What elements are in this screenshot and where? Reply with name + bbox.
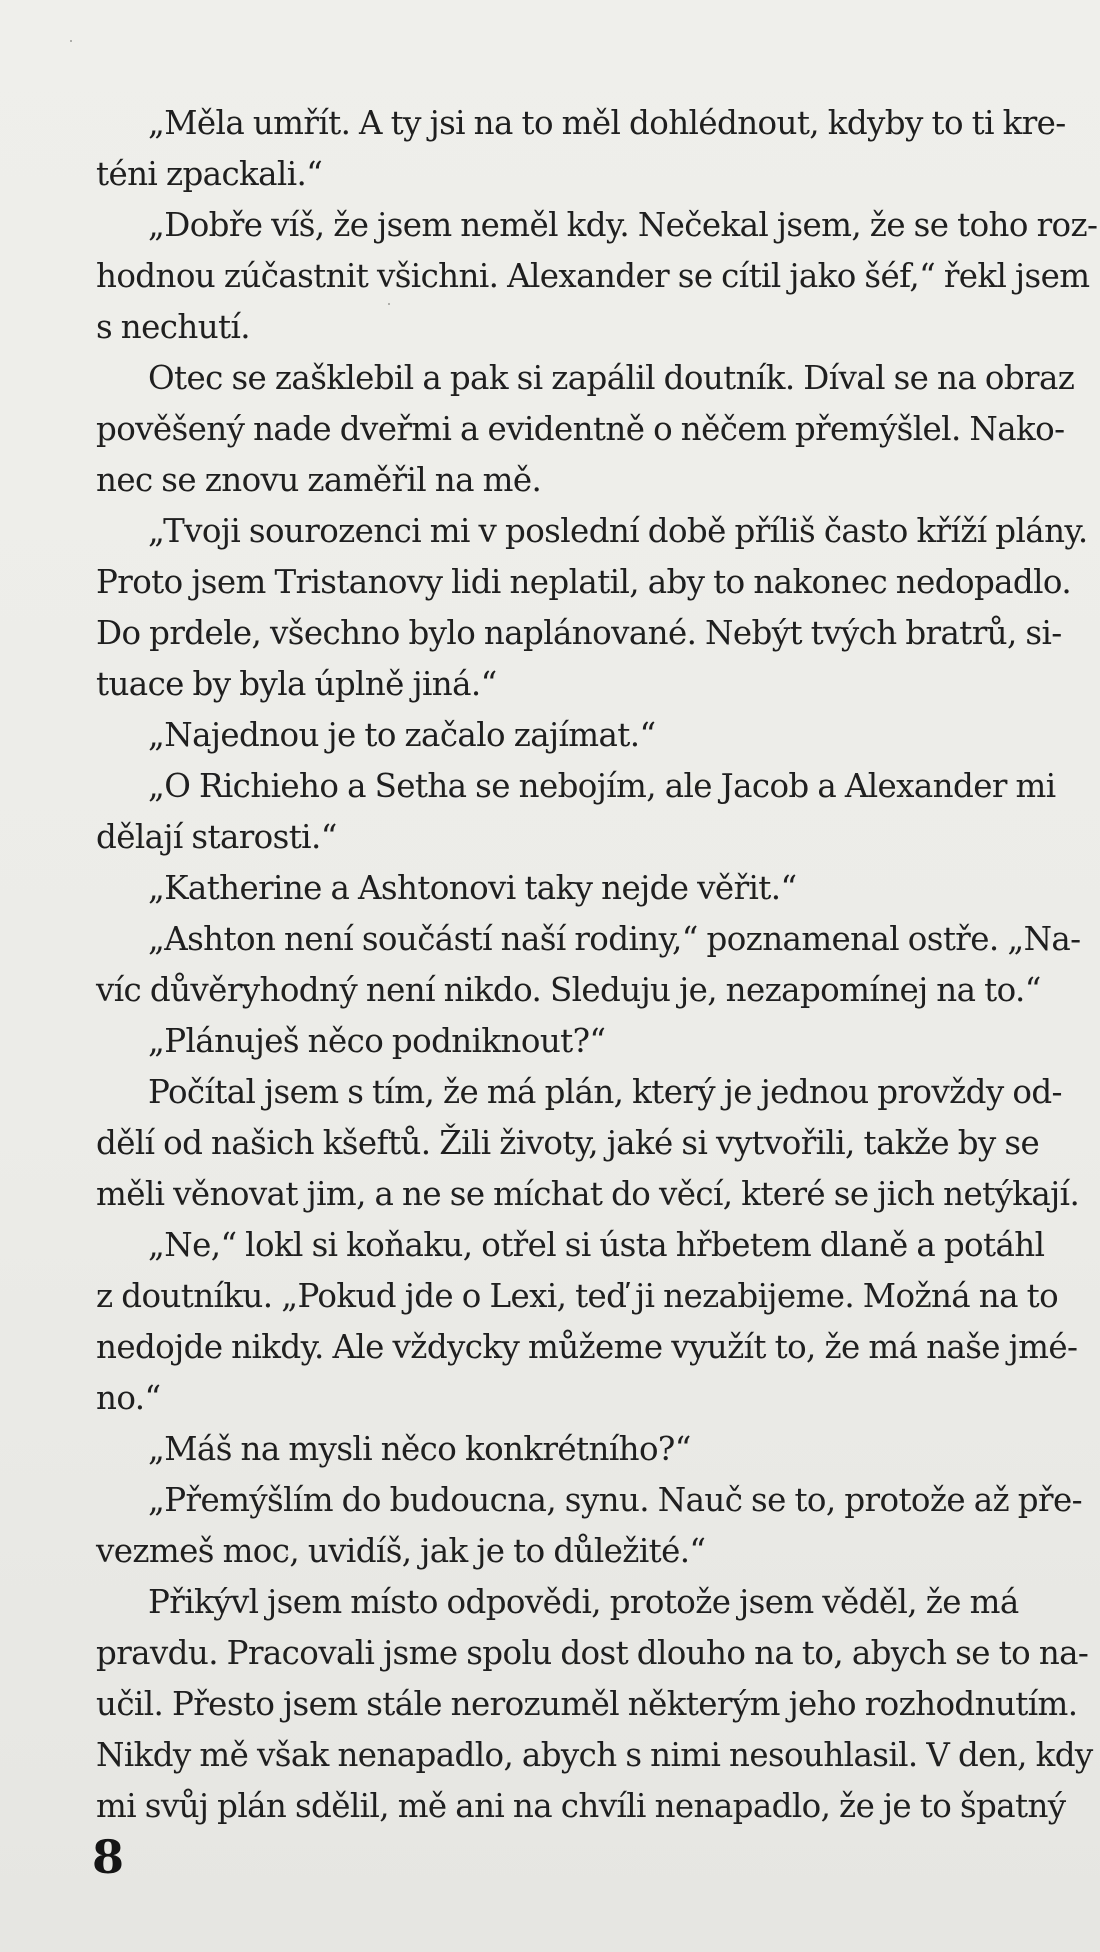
text-line: s nechutí.: [96, 308, 251, 346]
text-line: „Plánuješ něco podniknout?“: [148, 1022, 606, 1060]
text-line: „Ashton není součástí naší rodiny,“ poznamenal ostře. „Na-: [148, 920, 1081, 958]
text-line: „Najednou je to začalo zajímat.“: [148, 716, 656, 754]
text-line: „Dobře víš, že jsem neměl kdy. Nečekal jsem, že se toho roz-: [148, 206, 1098, 244]
text-line: měli věnovat jim, a ne se míchat do věcí, které se jich netýkají.: [96, 1175, 1080, 1213]
text-line: „Měla umřít. A ty jsi na to měl dohlédnout, kdyby to ti kre-: [148, 104, 1066, 142]
page-number: 8: [92, 1830, 125, 1884]
text-line: mi svůj plán sdělil, mě ani na chvíli nenapadlo, že je to špatný: [96, 1787, 1066, 1825]
text-line: „Tvoji sourozenci mi v poslední době příliš často kříží plány.: [148, 512, 1088, 550]
text-line: „Přemýšlím do budoucna, synu. Nauč se to, protože až pře-: [148, 1481, 1082, 1519]
text-line: vezmeš moc, uvidíš, jak je to důležité.“: [96, 1532, 706, 1570]
text-line: tuace by byla úplně jiná.“: [96, 665, 497, 703]
text-line: Nikdy mě však nenapadlo, abych s nimi nesouhlasil. V den, kdy: [96, 1736, 1093, 1774]
body-text: [96, 98, 1098, 1832]
text-line: téni zpackali.“: [96, 155, 323, 193]
text-line: dělají starosti.“: [96, 818, 337, 856]
text-line: Počítal jsem s tím, že má plán, který je jednou provždy od-: [148, 1073, 1062, 1111]
paper-speck: [70, 40, 72, 42]
text-line: z doutníku. „Pokud jde o Lexi, teď ji nezabijeme. Možná na to: [96, 1277, 1059, 1315]
text-line: nedojde nikdy. Ale vždycky můžeme využít to, že má naše jmé-: [96, 1328, 1078, 1366]
text-line: pověšený nade dveřmi a evidentně o něčem přemýšlel. Nako-: [96, 410, 1065, 448]
text-line: „Ne,“ lokl si koňaku, otřel si ústa hřbetem dlaně a potáhl: [148, 1226, 1045, 1264]
text-line: „Máš na mysli něco konkrétního?“: [148, 1430, 691, 1468]
text-line: „O Richieho a Setha se nebojím, ale Jacob a Alexander mi: [148, 767, 1056, 805]
text-line: Proto jsem Tristanovy lidi neplatil, aby to nakonec nedopadlo.: [96, 563, 1072, 601]
text-line: hodnou zúčastnit všichni. Alexander se cítil jako šéf,“ řekl jsem: [96, 257, 1090, 295]
text-line: učil. Přesto jsem stále nerozuměl některým jeho rozhodnutím.: [96, 1685, 1078, 1723]
text-line: Přikývl jsem místo odpovědi, protože jsem věděl, že má: [148, 1583, 1019, 1621]
text-line: Otec se zašklebil a pak si zapálil doutník. Díval se na obraz: [148, 359, 1075, 397]
text-line: pravdu. Pracovali jsme spolu dost dlouho na to, abych se to na-: [96, 1634, 1089, 1672]
text-line: víc důvěryhodný není nikdo. Sleduju je, nezapomínej na to.“: [96, 971, 1041, 1009]
text-line: dělí od našich kšeftů. Žili životy, jaké si vytvořili, takže by se: [96, 1124, 1040, 1162]
text-line: Do prdele, všechno bylo naplánované. Nebýt tvých bratrů, si-: [96, 614, 1062, 652]
text-line: „Katherine a Ashtonovi taky nejde věřit.“: [148, 869, 797, 907]
text-line: nec se znovu zaměřil na mě.: [96, 461, 542, 499]
text-line: no.“: [96, 1379, 161, 1417]
